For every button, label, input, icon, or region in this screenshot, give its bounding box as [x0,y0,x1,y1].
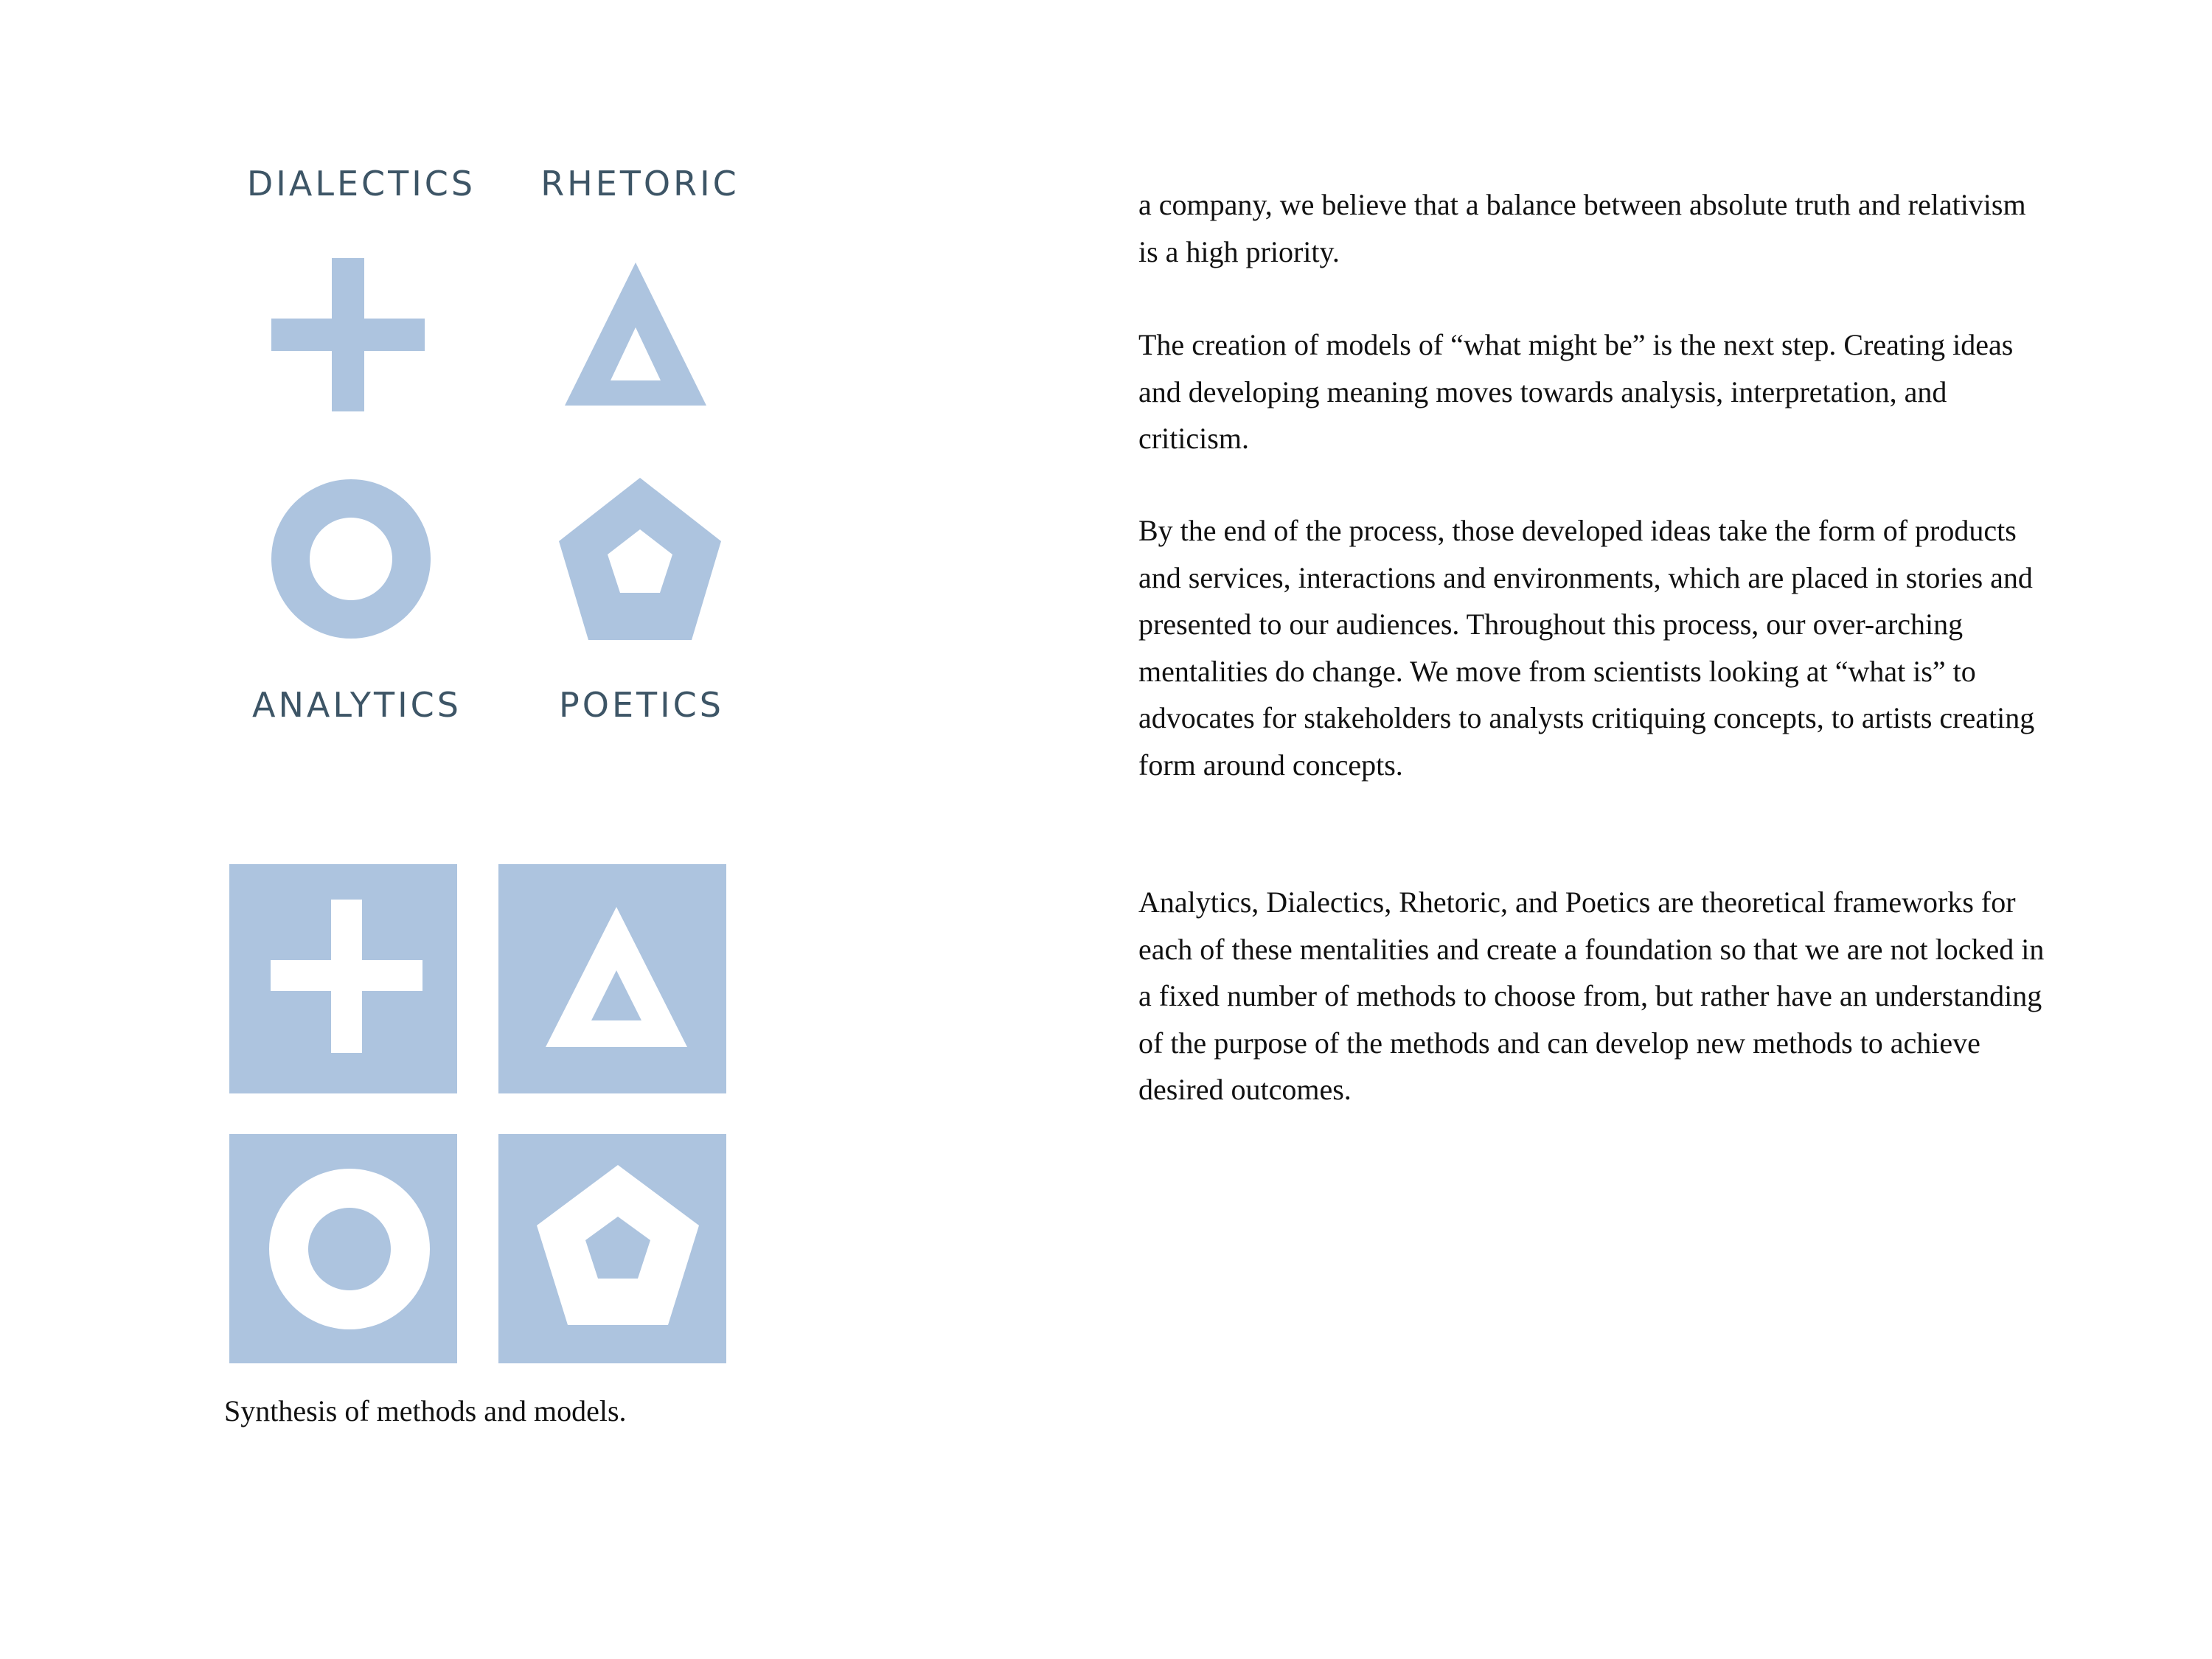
plus-icon [271,258,425,411]
triangle-icon [563,262,708,407]
circle-icon [271,479,431,639]
label-poetics: POETICS [559,685,724,725]
figure-caption: Synthesis of methods and models. [224,1394,627,1427]
circle-tile [229,1134,457,1363]
triangle-icon [498,864,726,1093]
plus-icon [229,864,457,1093]
body-paragraph: Analytics, Dialectics, Rhetoric, and Poetics are theoretical frameworks for each of these mentalities and create a foundation so that we are not locked in a fixed number of methods to choose from, but rather have an understanding of the purpose of the methods and can develop new methods to achieve desired outcomes. [1138,886,2045,1106]
plus-tile [229,864,457,1093]
pentagon-icon [498,1134,726,1363]
body-paragraph: By the end of the process, those developed ideas take the form of products and services, interactions and environments, which are placed in stories and presented to our audiences. Throughout this process, our over-arching mentalities do change. We move from scientists looking at “what is” to advocates for stakeholders to analysts critiquing concepts, to artists creating form around concepts. [1138,514,2035,782]
body-paragraph: a company, we believe that a balance between absolute truth and relativism is a high priority. [1138,188,2026,268]
body-paragraph: The creation of models of “what might be” is the next step. Creating ideas and developing meaning moves towards analysis, interpretation, and criticism. [1138,328,2014,455]
triangle-tile [498,864,726,1093]
label-dialectics: DIALECTICS [246,164,476,204]
label-analytics: ANALYTICS [252,685,462,725]
circle-icon [229,1134,457,1363]
label-rhetoric: RHETORIC [540,164,740,204]
pentagon-icon [557,476,723,641]
pentagon-tile [498,1134,726,1363]
